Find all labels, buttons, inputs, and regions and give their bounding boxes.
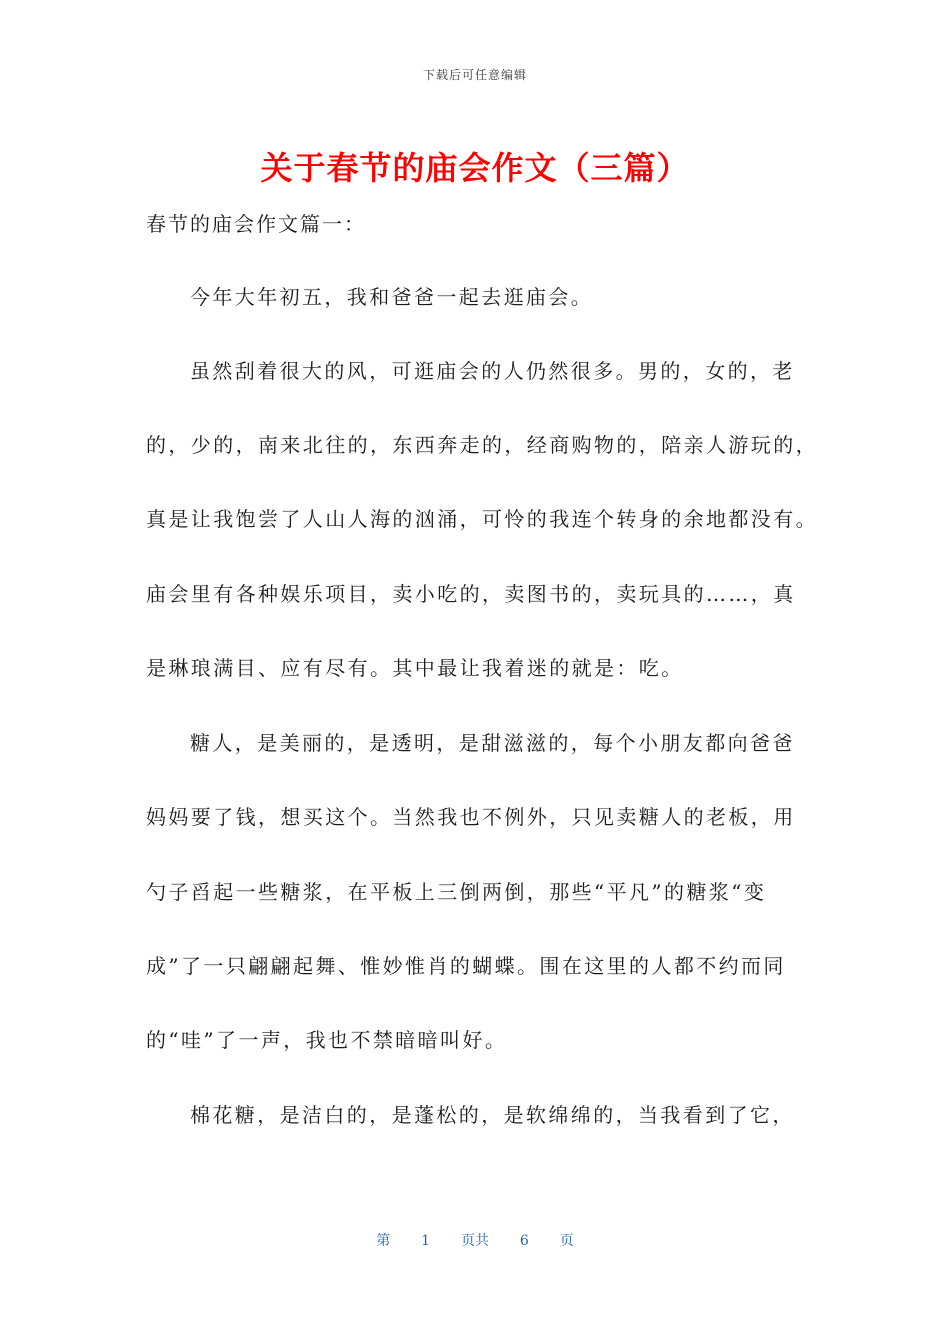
- paragraph-line: 的，少的，南来北往的，东西奔走的，经商购物的，陪亲人游玩的，: [146, 433, 818, 457]
- document-title: 关于春节的庙会作文（三篇）: [260, 149, 690, 187]
- paragraph-line: 虽然刮着很大的风，可逛庙会的人仍然很多。男的，女的，老: [190, 359, 795, 383]
- header-note: 下载后可任意编辑: [422, 68, 527, 82]
- footer-middle: 页共: [461, 1233, 489, 1249]
- page-footer: [0, 1230, 950, 1250]
- paragraph-line: 棉花糖，是洁白的，是蓬松的，是软绵绵的，当我看到了它，: [190, 1103, 795, 1127]
- paragraph-line: 妈妈要了钱，想买这个。当然我也不例外，只见卖糖人的老板，用: [146, 805, 796, 829]
- paragraph-line: 真是让我饱尝了人山人海的汹涌，可怜的我连个转身的余地都没有。: [146, 507, 818, 531]
- paragraph-line: 今年大年初五，我和爸爸一起去逛庙会。: [190, 285, 594, 309]
- section-heading: 春节的庙会作文篇一：: [146, 212, 366, 236]
- paragraph-line: 是琳琅满目、应有尽有。其中最让我着迷的就是：吃。: [146, 656, 684, 680]
- paragraph-line: 成”了一只翩翩起舞、惟妙惟肖的蝴蝶。围在这里的人都不约而同: [146, 954, 786, 978]
- paragraph-line: 糖人，是美丽的，是透明，是甜滋滋的，每个小朋友都向爸爸: [190, 731, 795, 755]
- footer-total-pages: 6: [519, 1233, 529, 1249]
- footer-page-number: 1: [421, 1233, 431, 1249]
- footer-prefix: 第: [376, 1233, 391, 1249]
- paragraph-line: 勺子舀起一些糖浆，在平板上三倒两倒，那些“平凡”的糖浆“变: [146, 880, 767, 904]
- paragraph-line: 的“哇”了一声，我也不禁暗暗叫好。: [146, 1028, 508, 1052]
- footer-suffix: 页: [559, 1233, 574, 1249]
- paragraph-line: 庙会里有各种娱乐项目，卖小吃的，卖图书的，卖玩具的……，真: [146, 582, 796, 606]
